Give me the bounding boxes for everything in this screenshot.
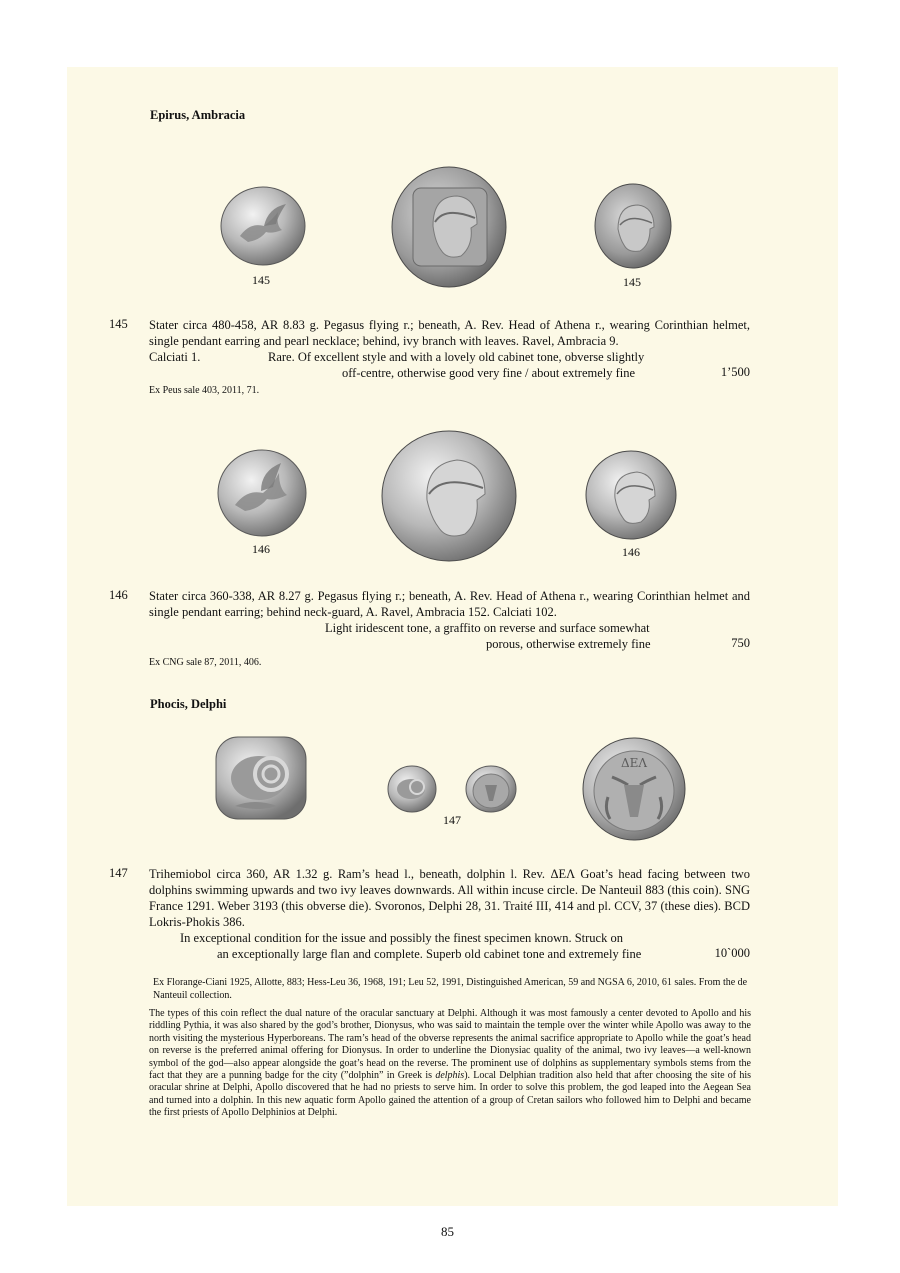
lot-145-reverse-coin-image: [391, 166, 508, 288]
lot-147-obverse-actual-coin-image: [387, 765, 438, 813]
lot-number: 145: [109, 317, 128, 331]
lot-145-provenance: Ex Peus sale 403, 2011, 71.: [149, 385, 260, 396]
lot-147-condition-line-2: an exceptionally large flan and complete. Superb old cabinet tone and extremely fine: [217, 947, 642, 961]
lot-145-condition-line-1: Rare. Of excellent style and with a lovely old cabinet tone, obverse slightly: [268, 350, 645, 364]
lot-number: 146: [109, 588, 128, 602]
lot-146-condition-line-2: porous, otherwise extremely fine: [486, 637, 651, 651]
lot-147-condition-line-1: In exceptional condition for the issue and possibly the finest specimen known. Struck on: [180, 931, 623, 945]
lot-147-caption: 147: [443, 813, 461, 827]
lot-145-condition-line-2: off-centre, otherwise good very fine / about extremely fine: [342, 366, 636, 380]
lot-number: 147: [109, 866, 128, 880]
essay-italic-term: delphis: [435, 1070, 465, 1082]
lot-147-obverse-enlarged-coin-image: [215, 736, 307, 820]
lot-146-caption-left: 146: [252, 542, 270, 556]
lot-146-estimate: 750: [731, 636, 750, 650]
essay-text: ). Local Delphian tradition also held that after choosing the site of his oracular shrine at Delphi, Apollo discovered that he had no priests to serve him. In order to solve this problem, the god leaped into the Aegean Sea and turned into a dolphin. In this new aquatic form Apollo gained the attention of a group of Cretan sailors who followed him to Delphi and became the first priests of Apollo Delphinios at Delphi.: [149, 1070, 752, 1119]
page-number: 85: [441, 1224, 454, 1239]
lot-147-essay: [149, 1008, 751, 1120]
lot-146-reverse-coin-image: [381, 430, 518, 563]
lot-146-obverse-coin-image: [217, 449, 307, 538]
section-heading-delphi: Phocis, Delphi: [150, 697, 227, 711]
lot-145-description: Stater circa 480-458, AR 8.83 g. Pegasus flying r.; beneath, A. Rev. Head of Athena r., wearing Corinthian helmet, single pendant earring and pearl necklace; behind, ivy branch with leaves. Ravel, Ambracia 9.: [149, 318, 750, 348]
lot-146-caption-right: 146: [622, 545, 640, 559]
lot-147-provenance: Ex Florange-Ciani 1925, Allotte, 883; Hess-Leu 36, 1968, 191; Leu 52, 1991, Distinguished American, 59 and NGSA 6, 2010, 61 sales. From the de Nanteuil collection.: [153, 977, 748, 1001]
lot-145-reference: Calciati 1.: [149, 350, 201, 364]
lot-146-condition-line-1: Light iridescent tone, a graffito on reverse and surface somewhat: [325, 621, 650, 635]
lot-145-estimate: 1’500: [720, 365, 750, 379]
lot-147-reverse-enlarged-coin-image: [582, 737, 686, 842]
lot-147-description: Trihemiobol circa 360, AR 1.32 g. Ram’s head l., beneath, dolphin l. Rev. ΔΕΛ Goat’s head facing between two dolphins swimming upwards and two ivy leaves downwards. All within incuse circle. De Nanteuil 883 (this coin). SNG France 1291. Weber 3193 (this obverse die). Svoronos, Delphi 28, 31. Traité III, 414 and pl. CCV, 37 (these dies). BCD Lokris-Phokis 386.: [149, 867, 750, 929]
lot-145-caption-left: 145: [252, 273, 270, 287]
lot-145-caption-right: 145: [623, 275, 641, 289]
lot-147-reverse-actual-coin-image: [465, 765, 517, 814]
lot-146-description: Stater circa 360-338, AR 8.27 g. Pegasus flying r.; beneath, A. Rev. Head of Athena r., wearing Corinthian helmet and single pendant earring; behind neck-guard, A. Ravel, Ambracia 152. Calciati 102.: [149, 589, 750, 619]
lot-145-reverse-small-coin-image: [594, 183, 672, 269]
essay-text: The types of this coin reflect the dual nature of the oracular sanctuary at Delphi. Although it was most famously a center devoted to Apollo and his riddling Pythia, it was also shared by the god’s brother, Dionysus, who was said to maintain the temple over the winter while Apollo was away to the north visiting the mysterious Hyperboreans. The ram’s head of the obverse represents the animal sacrifice appropriate to Apollo while the goat’s head on reverse is the preferred animal offering for Dionysus. In order to underline the Dionysiac quality of the animal, two ivy leaves—a well-known symbol of the god—also appear alongside the goat’s head on the reverse. The prominent use of dolphins as supplementary symbols stems from the fact that they are a punning badge for the city (”dolphin” in Greek is: [149, 1008, 751, 1082]
coin-legend: ΔΕΛ: [620, 756, 648, 770]
lot-146-reverse-small-coin-image: [585, 450, 677, 540]
lot-146-provenance: Ex CNG sale 87, 2011, 406.: [149, 657, 262, 668]
lot-147-estimate: 10`000: [714, 946, 750, 960]
lot-145-obverse-coin-image: [220, 186, 306, 266]
section-heading-epirus: Epirus, Ambracia: [150, 108, 246, 122]
